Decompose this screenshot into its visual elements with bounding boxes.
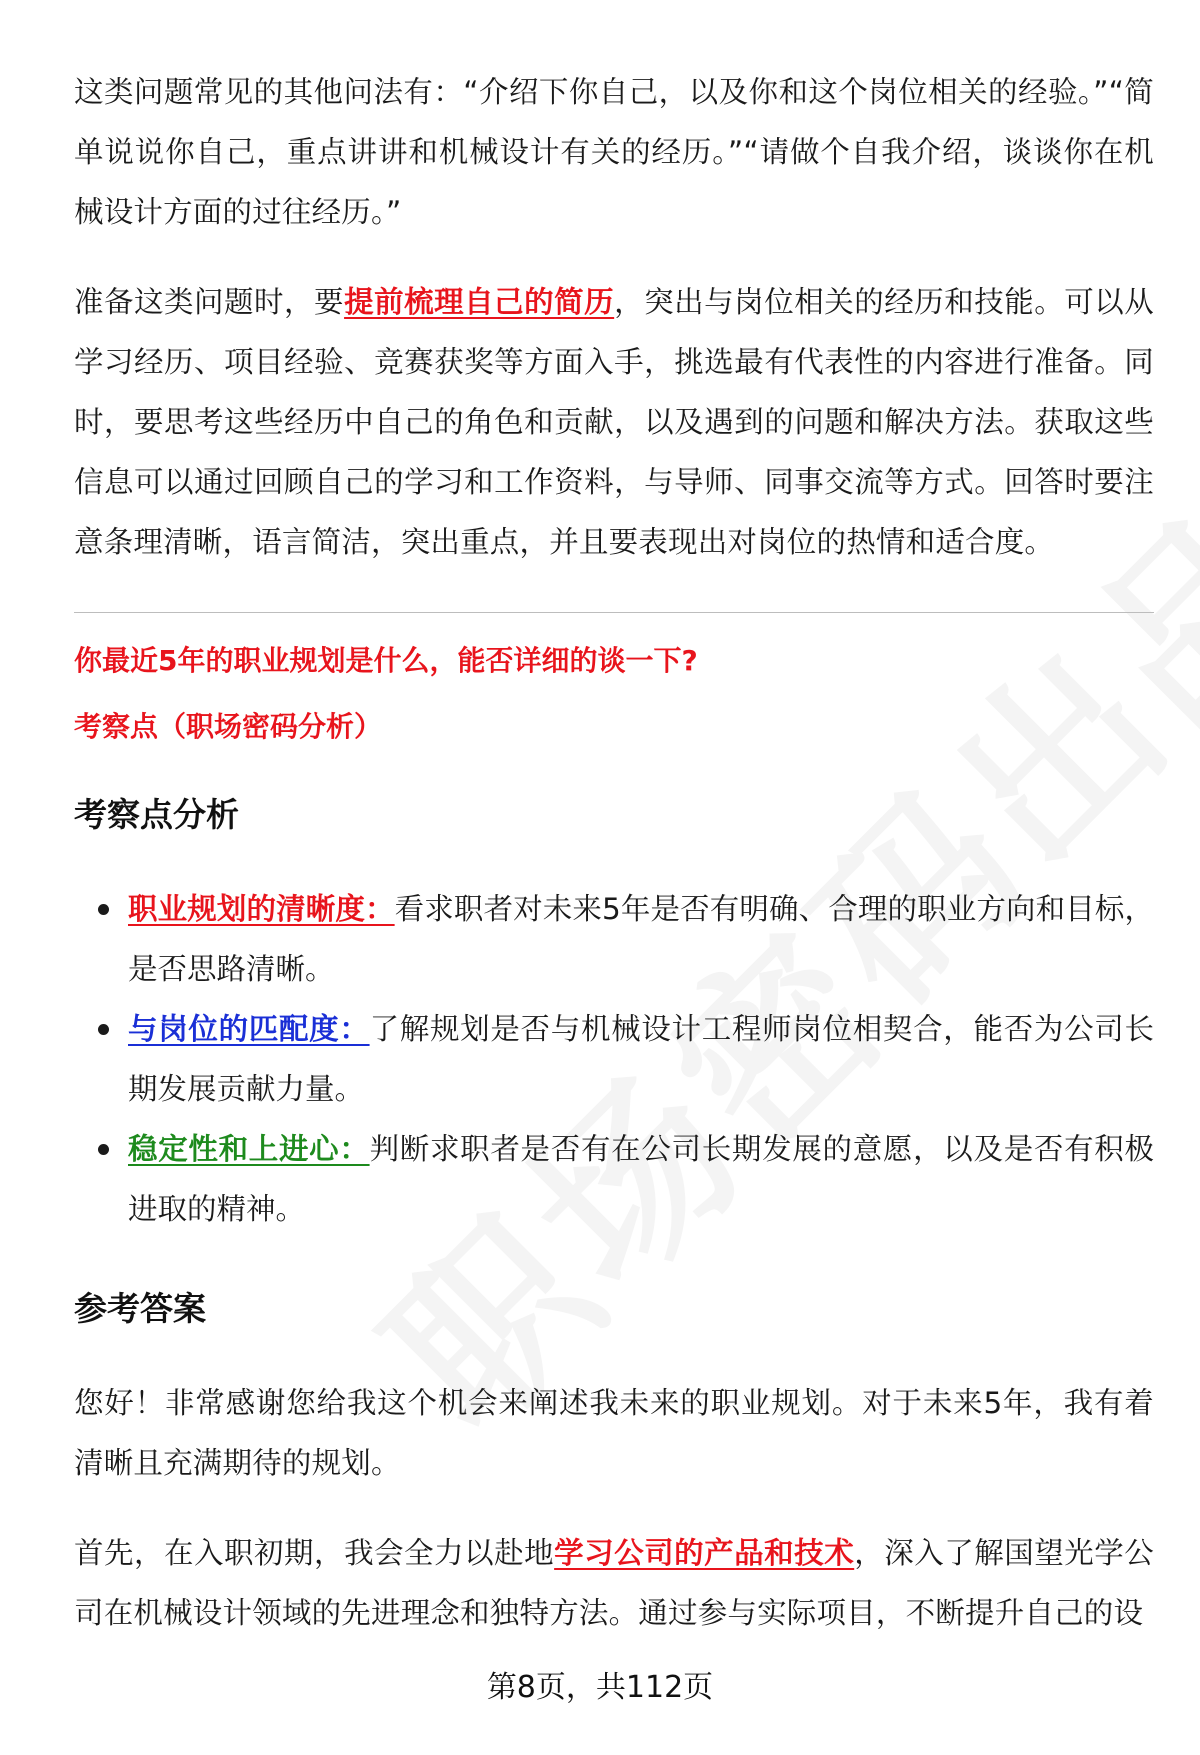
alt-questions-paragraph: 这类问题常见的其他问法有：“介绍下你自己，以及你和这个岗位相关的经验。”“简单说说你自己，重点讲讲和机械设计有关的经历。”“请做个自我介绍，谈谈你在机械设计方面的过往经历。” bbox=[74, 75, 1154, 229]
prep-text-after: ，突出与岗位相关的经历和技能。可以从学习经历、项目经验、竞赛获奖等方面入手，挑选最有代表性的内容进行准备。同时，要思考这些经历中自己的角色和贡献，以及遇到的问题和解决方法。获取这些信息可以通过回顾自己的学习和工作资料，与导师、同事交流等方式。回答时要注意条理清晰，语言简洁，突出重点，并且要表现出对岗位的热情和适合度。 bbox=[74, 285, 1154, 559]
question-subtitle: 考察点（职场密码分析） bbox=[74, 710, 383, 743]
point-text: 了解规划是否与机械设计工程师岗位相契合，能否为公司长期发展贡献力量。 bbox=[128, 1012, 1154, 1106]
section-divider bbox=[74, 612, 1154, 613]
answer2-highlight: 学习公司的产品和技术 bbox=[554, 1536, 855, 1570]
point-text: 判断求职者是否有在公司长期发展的意愿，以及是否有积极进取的精神。 bbox=[128, 1132, 1154, 1226]
prep-highlight: 提前梳理自己的简历 bbox=[344, 285, 615, 319]
analysis-point bbox=[74, 1119, 1154, 1239]
point-label: 稳定性和上进心： bbox=[128, 1132, 370, 1166]
point-label: 职业规划的清晰度： bbox=[128, 892, 395, 926]
preparation-paragraph bbox=[74, 272, 1154, 572]
document-page bbox=[74, 62, 1154, 1673]
bullet-dot-icon bbox=[98, 1144, 109, 1155]
analysis-point bbox=[74, 879, 1154, 999]
question-title: 你最近5年的职业规划是什么，能否详细的谈一下? bbox=[74, 644, 698, 677]
answer-paragraph-2 bbox=[74, 1523, 1154, 1643]
analysis-heading: 考察点分析 bbox=[74, 795, 239, 834]
analysis-point bbox=[74, 999, 1154, 1119]
answer2-text-after: ，深入了解国望光学公司在机械设计领域的先进理念和独特方法。通过参与实际项目，不断提升自己的设 bbox=[74, 1536, 1154, 1630]
point-text: 看求职者对未来5年是否有明确、合理的职业方向和目标，是否思路清晰。 bbox=[128, 892, 1154, 986]
page-number-footer: 第8页，共112页 bbox=[486, 1670, 714, 1705]
answer-paragraph-1: 您好！非常感谢您给我这个机会来阐述我未来的职业规划。对于未来5年，我有着清晰且充满期待的规划。 bbox=[74, 1386, 1154, 1480]
answer-heading: 参考答案 bbox=[74, 1289, 206, 1328]
bullet-dot-icon bbox=[98, 1024, 109, 1035]
analysis-points-list bbox=[74, 879, 1154, 1239]
prep-text-before: 准备这类问题时，要 bbox=[74, 285, 345, 319]
point-label: 与岗位的匹配度： bbox=[128, 1012, 370, 1046]
bullet-dot-icon bbox=[98, 904, 109, 915]
answer2-text-before: 首先，在入职初期，我会全力以赴地 bbox=[74, 1536, 555, 1570]
